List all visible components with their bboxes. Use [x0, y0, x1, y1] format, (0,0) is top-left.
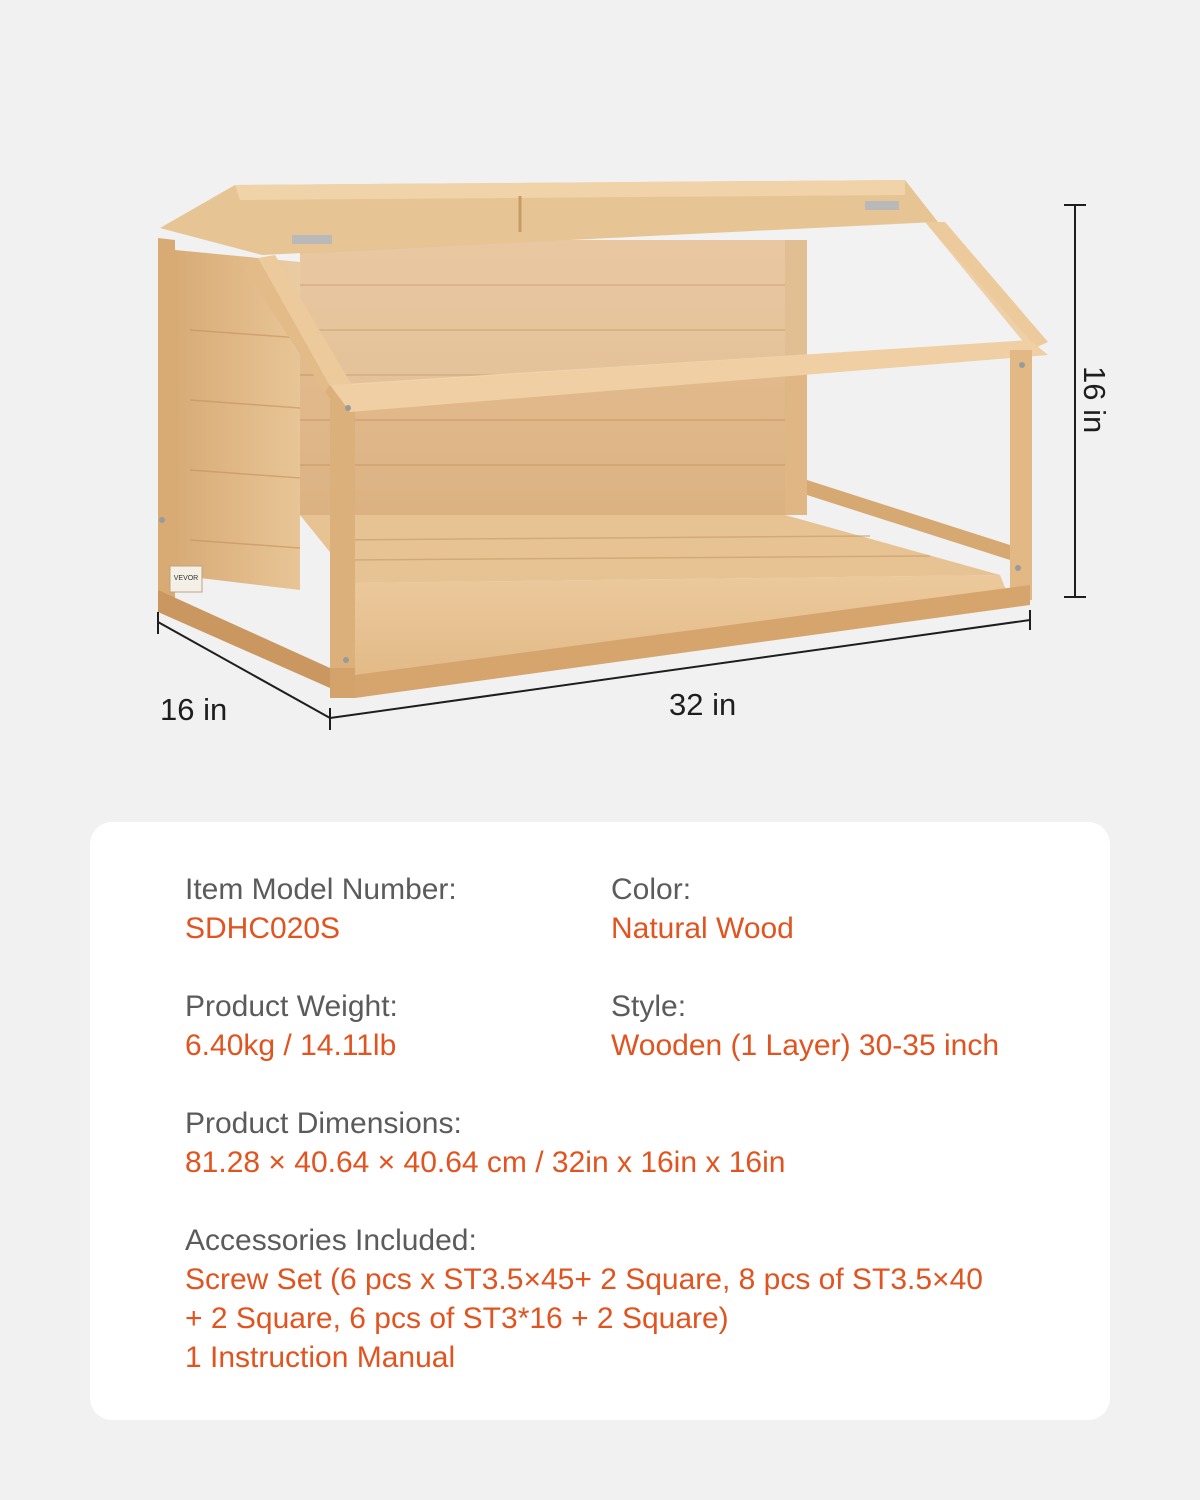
spec-value: 81.28 × 40.64 × 40.64 cm / 32in x 16in x 16in [185, 1146, 786, 1179]
spec-model-number [185, 870, 457, 948]
spec-label: Product Dimensions: [185, 1107, 462, 1140]
spec-product-weight [185, 987, 398, 1065]
spec-value: SDHC020S [185, 912, 341, 945]
spec-label: Product Weight: [185, 990, 398, 1023]
spec-value: Natural Wood [611, 912, 794, 945]
width-dimension-label: 32 in [669, 687, 737, 722]
right-front-post [1010, 350, 1032, 600]
spec-label: Style: [611, 990, 687, 1023]
hinge-right [865, 201, 899, 210]
left-front-frame [158, 238, 175, 600]
spec-label: Color: [611, 873, 692, 906]
hinge-left [292, 235, 332, 244]
spec-value: Screw Set (6 pcs x ST3.5×45+ 2 Square, 8 pcs of ST3.5×40 + 2 Square, 6 pcs of ST3*16 + 2 Square) 1 Instruction Manual [185, 1263, 983, 1374]
spec-product-dimensions [185, 1104, 1065, 1182]
spec-value: Wooden (1 Layer) 30-35 inch [611, 1029, 1000, 1062]
spec-label: Accessories Included: [185, 1224, 477, 1257]
spec-value: 6.40kg / 14.11lb [185, 1029, 397, 1062]
spec-label: Item Model Number: [185, 873, 457, 906]
spec-style [611, 987, 999, 1065]
spec-accessories [185, 1221, 1085, 1377]
height-dimension-label: 16 in [1077, 366, 1112, 434]
spec-card [90, 822, 1110, 1420]
spec-color [611, 870, 794, 948]
side-bottom-rail [158, 590, 330, 688]
depth-dimension-label: 16 in [160, 692, 228, 727]
brand-plate-text: VEVOR [173, 575, 199, 582]
